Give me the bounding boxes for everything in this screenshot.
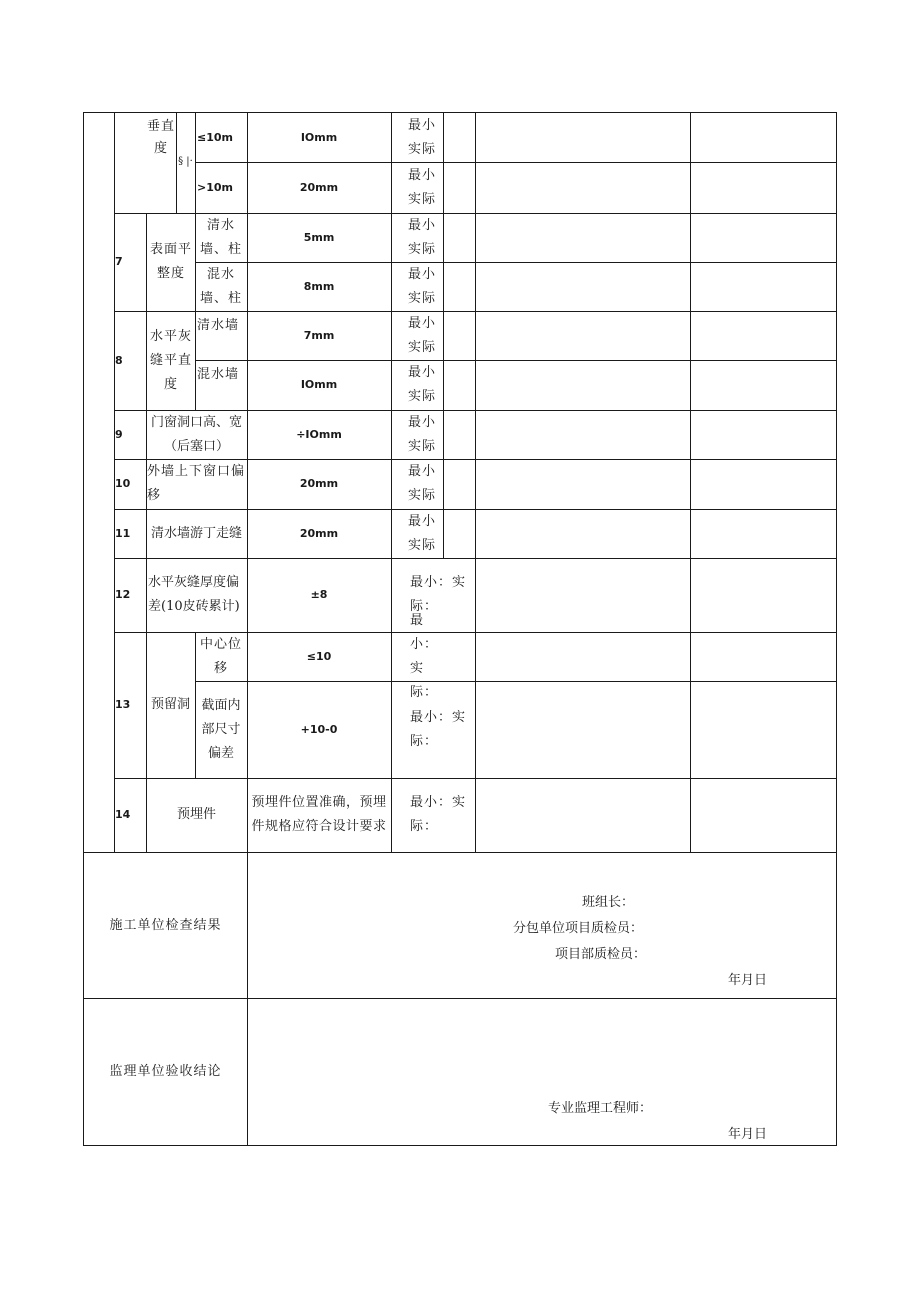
cond-cell: 混水墙、柱 (199, 266, 242, 306)
measure-cell[interactable]: 最小：实际： (410, 709, 467, 749)
tolerance-cell: 20mm (299, 477, 339, 490)
measure-cell[interactable]: 最小：实际： (410, 575, 467, 614)
item-verticality: 垂直度 (146, 119, 175, 156)
tolerance-cell: ±8 (310, 588, 328, 601)
cond-cell: >10m (197, 181, 233, 194)
supervision-conclusion-label: 监理单位验收结论 (109, 1064, 222, 1079)
tolerance-cell: ≤10 (306, 649, 332, 663)
grid-line (475, 112, 476, 852)
tolerance-cell: 8mm (303, 279, 335, 293)
row-number: 10 (115, 477, 131, 490)
supervision-engineer-signature[interactable]: 专业监理工程师： (548, 1101, 653, 1116)
item-surface-flatness: 表面平整度 (149, 242, 192, 281)
row-number: 12 (115, 588, 131, 601)
measure-cell[interactable]: 最小：实际： (410, 612, 439, 700)
item-mortar-thickness: 水平灰缝厚度偏差(10皮砖累计) (148, 575, 240, 614)
item-perpend-joint: 清水墙游丁走缝 (150, 525, 242, 541)
cond-cell: 中心位移 (199, 636, 242, 676)
tolerance-cell: 20mm (299, 526, 339, 540)
row-number: 8 (115, 353, 123, 367)
measure-cell[interactable]: 最小实际 (407, 315, 436, 355)
team-leader-signature[interactable]: 班组长： (582, 895, 635, 910)
item-window-offset: 外墙上下窗口偏移 (147, 464, 246, 503)
row-number: 13 (115, 698, 131, 711)
construction-date[interactable]: 年月日 (728, 973, 768, 988)
tolerance-cell: 7mm (303, 328, 335, 342)
measure-cell[interactable]: 最小：实际： (410, 795, 467, 834)
measure-cell[interactable]: 最小实际 (407, 168, 436, 207)
cond-cell: ≤10m (197, 130, 233, 144)
row-number: 11 (115, 526, 131, 540)
tolerance-cell: IOmm (300, 130, 338, 144)
table-bottom-border (83, 1145, 837, 1146)
table-right-border (836, 112, 837, 1146)
row-number: 14 (115, 808, 131, 821)
tolerance-cell: +10-0 (300, 722, 338, 736)
construction-result-label: 施工单位检查结果 (109, 917, 222, 933)
tolerance-cell: 20mm (299, 181, 339, 194)
tolerance-cell: IOmm (300, 378, 338, 391)
tolerance-cell: ÷IOmm (296, 427, 342, 441)
measure-cell[interactable]: 最小实际 (407, 217, 436, 257)
item-embedded-parts: 预埋件 (176, 807, 216, 822)
subcontractor-inspector-signature[interactable]: 分包单位项目质检员： (513, 921, 644, 936)
measure-cell[interactable]: 最小实际 (407, 266, 436, 306)
measure-cell[interactable]: 最小实际 (407, 513, 436, 553)
grid-line (391, 112, 392, 852)
grid-line (690, 112, 691, 852)
grid-line (114, 311, 837, 312)
tolerance-cell: 预埋件位置准确，预埋件规格应符合设计要求 (251, 795, 387, 834)
item-mortar-joint-straightness: 水平灰缝平直度 (149, 328, 192, 392)
item-reserved-hole: 预留洞 (150, 697, 190, 712)
verticality-marks: § |· (178, 156, 193, 167)
row-number: 9 (115, 427, 123, 441)
supervision-date[interactable]: 年月日 (728, 1127, 768, 1142)
measure-cell[interactable]: 最小实际 (407, 365, 436, 404)
tolerance-cell: 5mm (303, 230, 335, 244)
project-inspector-signature[interactable]: 项目部质检员： (555, 947, 647, 962)
measure-cell[interactable]: 最小实际 (407, 414, 436, 454)
measure-cell[interactable]: 最小实际 (407, 117, 436, 157)
measure-cell[interactable]: 最小实际 (407, 464, 436, 503)
cond-cell: 清水墙、柱 (199, 217, 242, 257)
row-number: 7 (115, 255, 123, 268)
cond-cell: 截面内部尺寸偏差 (201, 697, 241, 761)
cond-cell: 清水墙 (197, 318, 240, 333)
cond-cell: 混水墙 (197, 367, 240, 382)
grid-line (443, 112, 444, 558)
item-door-window-opening: 门窗洞口高、宽（后塞口） (150, 414, 242, 454)
